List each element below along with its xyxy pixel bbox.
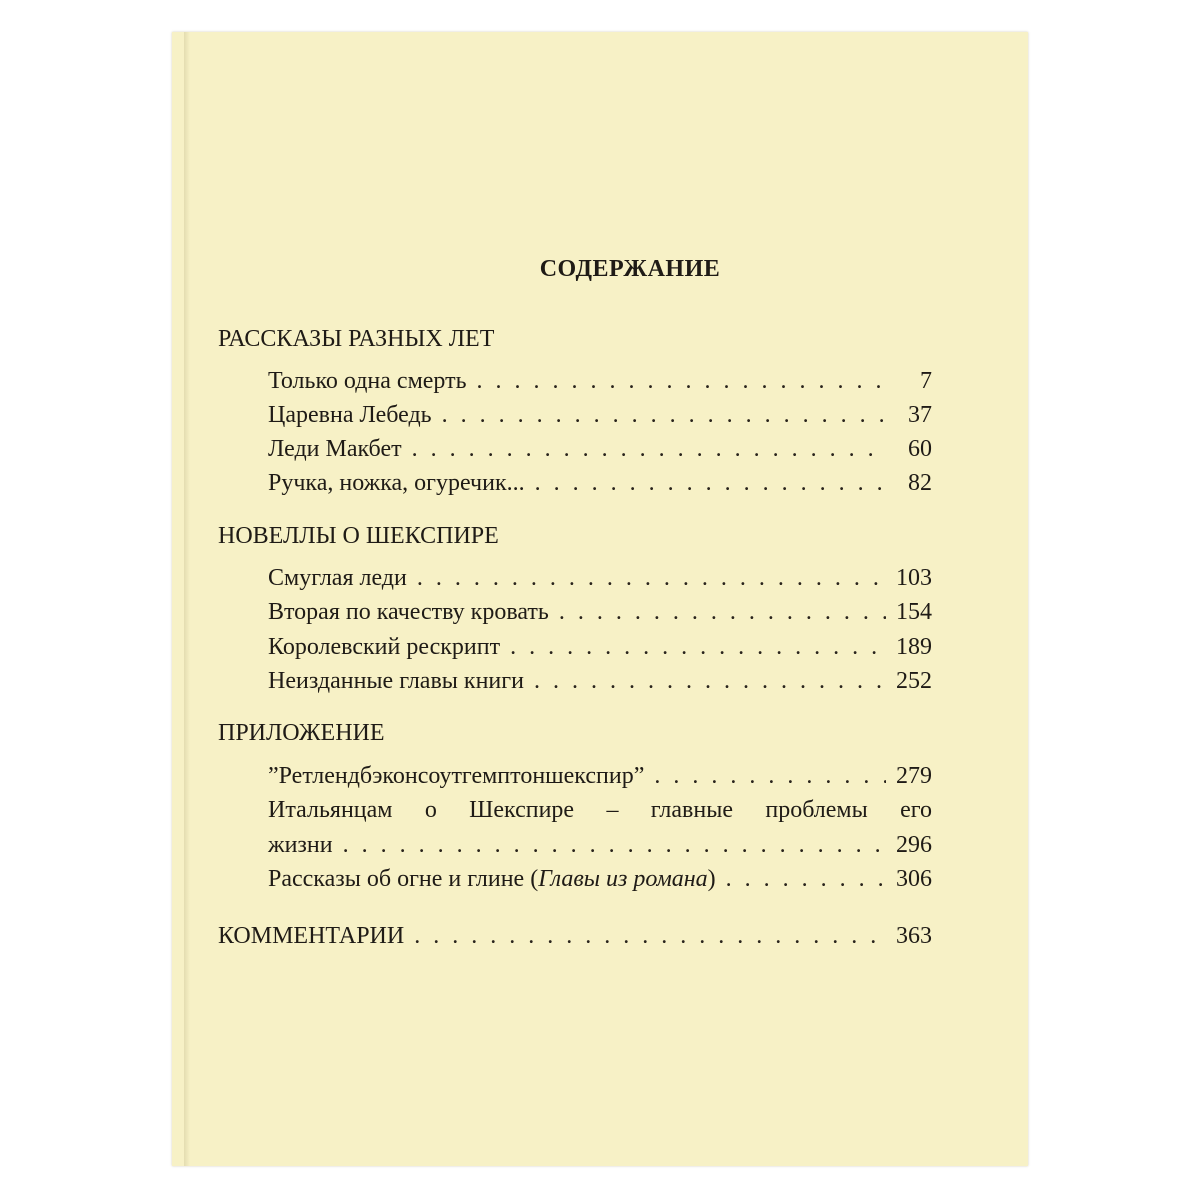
toc-entry bbox=[268, 434, 932, 464]
section-heading-appendix: ПРИЛОЖЕНИЕ bbox=[218, 720, 385, 746]
leader-dots bbox=[726, 864, 886, 894]
page-number: 279 bbox=[896, 763, 932, 789]
section-heading-stories: РАССКАЗЫ РАЗНЫХ ЛЕТ bbox=[218, 326, 495, 352]
leader-dots bbox=[534, 666, 886, 696]
leader-dots bbox=[477, 366, 886, 396]
entry-title: Неизданные главы книги bbox=[268, 668, 524, 694]
toc-entry bbox=[268, 597, 932, 627]
page-number: 154 bbox=[896, 599, 932, 625]
page-number: 189 bbox=[896, 634, 932, 660]
leader-dots bbox=[654, 761, 886, 791]
page-number: 252 bbox=[896, 668, 932, 694]
toc-entry bbox=[268, 632, 932, 662]
leader-dots bbox=[510, 632, 886, 662]
toc-entry bbox=[268, 830, 932, 860]
leader-dots bbox=[535, 468, 886, 498]
entry-title-line2: жизни bbox=[268, 832, 333, 858]
entry-title-line1: Итальянцам о Шекспире – главные проблемы его bbox=[268, 797, 932, 823]
page-number: 103 bbox=[896, 565, 932, 591]
page-number: 363 bbox=[896, 923, 932, 949]
leader-dots bbox=[414, 921, 886, 951]
entry-title: Ручка, ножка, огуречик... bbox=[268, 470, 525, 496]
book-page bbox=[172, 32, 1028, 1166]
leader-dots bbox=[417, 563, 886, 593]
entry-title bbox=[268, 864, 716, 894]
entry-title: Леди Макбет bbox=[268, 436, 402, 462]
entry-title: Только одна смерть bbox=[268, 368, 467, 394]
toc-entry bbox=[268, 666, 932, 696]
page-number: 82 bbox=[908, 470, 932, 496]
entry-title: Смуглая леди bbox=[268, 565, 407, 591]
toc-entry bbox=[268, 400, 932, 430]
section-heading-novellas: НОВЕЛЛЫ О ШЕКСПИРЕ bbox=[218, 523, 499, 549]
entry-title: КОММЕНТАРИИ bbox=[218, 923, 405, 949]
page-number: 60 bbox=[908, 436, 932, 462]
toc-entry bbox=[268, 864, 932, 894]
toc-entry bbox=[268, 761, 932, 791]
leader-dots bbox=[343, 830, 886, 860]
page-number: 7 bbox=[920, 368, 932, 394]
toc-entry bbox=[268, 468, 932, 498]
page-number: 37 bbox=[908, 402, 932, 428]
entry-title: Королевский рескрипт bbox=[268, 634, 501, 660]
toc-entry-comments bbox=[218, 921, 932, 951]
entry-title-italic: Главы из романа bbox=[538, 866, 708, 892]
page-number: 306 bbox=[896, 866, 932, 892]
leader-dots bbox=[412, 434, 886, 464]
entry-title: ”Ретлендбэконсоутгемптоншекспир” bbox=[268, 763, 645, 789]
entry-title: Царевна Лебедь bbox=[268, 402, 432, 428]
toc-entry bbox=[268, 563, 932, 593]
entry-title-plain: Рассказы об огне и глине ( bbox=[268, 866, 539, 892]
page-title: СОДЕРЖАНИЕ bbox=[539, 256, 721, 282]
leader-dots bbox=[442, 400, 886, 430]
entry-title-close: ) bbox=[707, 866, 716, 892]
leader-dots bbox=[559, 597, 886, 627]
entry-title: Вторая по качеству кровать bbox=[268, 599, 549, 625]
page-number: 296 bbox=[896, 832, 932, 858]
toc-entry bbox=[268, 366, 932, 396]
